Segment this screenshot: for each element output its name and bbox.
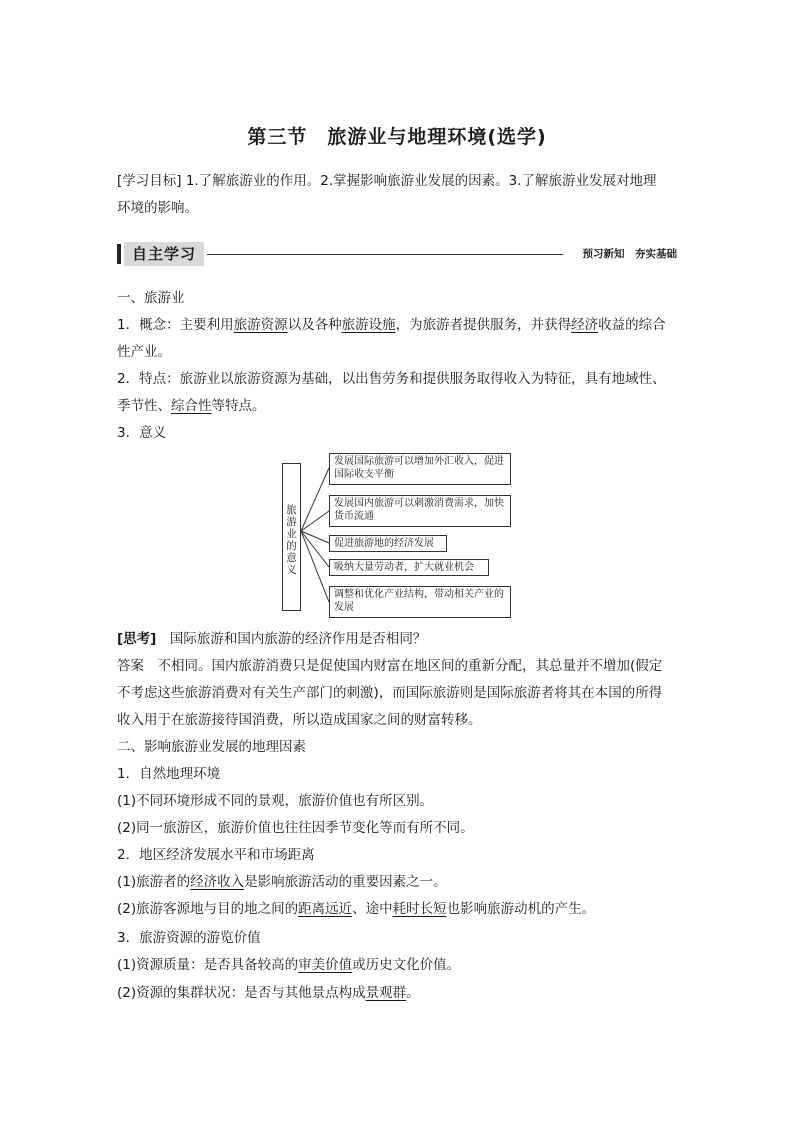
diagram-item-4: 吸纳大量劳动者，扩大就业机会 [329, 559, 489, 576]
concept-line2: 性产业。 [117, 344, 171, 360]
s2-2-blank-2: 耗时长短 [392, 901, 447, 917]
part2-s3-2 [117, 980, 677, 1007]
s3-2-blank: 景观群 [365, 985, 407, 1001]
diagram-root-label: 旅游业的意义 [286, 504, 297, 576]
diagram-item-2: 发展国内旅游可以刺激消费需求，加快货币流通 [329, 495, 511, 527]
concept-mid2: ，为旅游者提供服务，并获得 [395, 317, 572, 333]
learning-objectives-line1 [117, 168, 677, 195]
s2-1-prefix: (1)旅游者的 [117, 874, 191, 890]
part2-s1: 1．自然地理环境 [117, 766, 221, 782]
section-divider [207, 254, 563, 255]
answer-label: 答案 [117, 658, 144, 674]
s3-1-blank: 审美价值 [298, 957, 353, 973]
section-label: 自主学习 [124, 242, 204, 266]
s2-2-prefix: (2)旅游客源地与目的地之间的 [117, 901, 299, 917]
s2-2-suffix: 也影响旅游动机的产生。 [446, 901, 596, 917]
part2-s3-1 [117, 952, 677, 979]
answer-line1 [117, 653, 677, 680]
section-header-bar [117, 242, 677, 266]
part2-s1-1: (1)不同环境形成不同的景观，旅游价值也有所区别。 [117, 793, 434, 809]
s2-1-suffix: 是影响旅游活动的重要因素之一。 [244, 874, 447, 890]
page-title: 第三节 旅游业与地理环境(选学) [247, 126, 547, 148]
feature-line2 [117, 393, 677, 420]
s2-2-blank-1: 距离远近 [298, 901, 353, 917]
meaning-heading: 3．意义 [117, 425, 167, 441]
s2-2-mid: 、途中 [352, 901, 393, 917]
concept-blank-3: 经济 [571, 317, 599, 333]
part2-s3: 3．旅游资源的游览价值 [117, 930, 261, 946]
think-question-text: 国际旅游和国内旅游的经济作用是否相同？ [156, 631, 427, 647]
part2-s2-2 [117, 896, 677, 923]
feature-line1: 2．特点：旅游业以旅游资源为基础，以出售劳务和提供服务取得收入为特征，具有地域性、 [117, 371, 666, 387]
concept-mid1: 以及各种 [287, 317, 342, 333]
concept-suffix: 收益的综合 [598, 317, 666, 333]
diagram-item-1: 发展国际旅游可以增加外汇收入，促进国际收支平衡 [329, 453, 511, 485]
part2-s2-1 [117, 869, 677, 896]
s3-2-prefix: (2)资源的集群状况：是否与其他景点构成 [117, 985, 366, 1001]
answer-text-1: 不相同。国内旅游消费只是促使国内财富在地区间的重新分配，其总量并不增加(假定 [144, 658, 663, 674]
part2-s2: 2．地区经济发展水平和市场距离 [117, 847, 315, 863]
feature-blank-1: 综合性 [171, 398, 212, 414]
part1-heading: 一、旅游业 [117, 290, 185, 306]
tourism-meaning-diagram [279, 451, 515, 613]
concept-prefix: 1．概念：主要利用 [117, 317, 234, 333]
answer-line3: 收入用于在旅游接待国消费，所以造成国家之间的财富转移。 [117, 712, 482, 728]
diagram-root-box [282, 463, 301, 611]
concept-blank-2: 旅游设施 [341, 317, 396, 333]
s2-1-blank: 经济收入 [190, 874, 245, 890]
s3-1-suffix: 或历史文化价值。 [352, 957, 461, 973]
part2-heading: 二、影响旅游业发展的地理因素 [117, 739, 306, 755]
objectives-label: [学习目标] [117, 173, 182, 189]
think-label: [思考] [117, 631, 157, 647]
feature-prefix: 季节性、 [117, 398, 171, 414]
concept-blank-1: 旅游资源 [233, 317, 288, 333]
section-marker [117, 244, 121, 264]
objectives-text: 1.了解旅游业的作用。2.掌握影响旅游业发展的因素。3.了解旅游业发展对地理 [185, 173, 657, 189]
diagram-item-5: 调整和优化产业结构，带动相关产业的发展 [329, 586, 511, 618]
s3-1-prefix: (1)资源质量：是否具备较高的 [117, 957, 299, 973]
diagram-item-3: 促进旅游地的经济发展 [329, 535, 447, 552]
s3-2-suffix: 。 [406, 985, 420, 1001]
section-subtitle: 预习新知 夯实基础 [582, 248, 677, 260]
answer-line2: 不考虑这些旅游消费对有关生产部门的刺激)，而国际旅游则是国际旅游者将其在本国的所得 [117, 685, 663, 701]
part2-s1-2: (2)同一旅游区，旅游价值也往往因季节变化等而有所不同。 [117, 820, 474, 836]
think-question [117, 626, 677, 653]
feature-suffix: 等特点。 [211, 398, 266, 414]
concept-line1 [117, 312, 677, 339]
learning-objectives-line2: 环境的影响。 [117, 200, 198, 216]
